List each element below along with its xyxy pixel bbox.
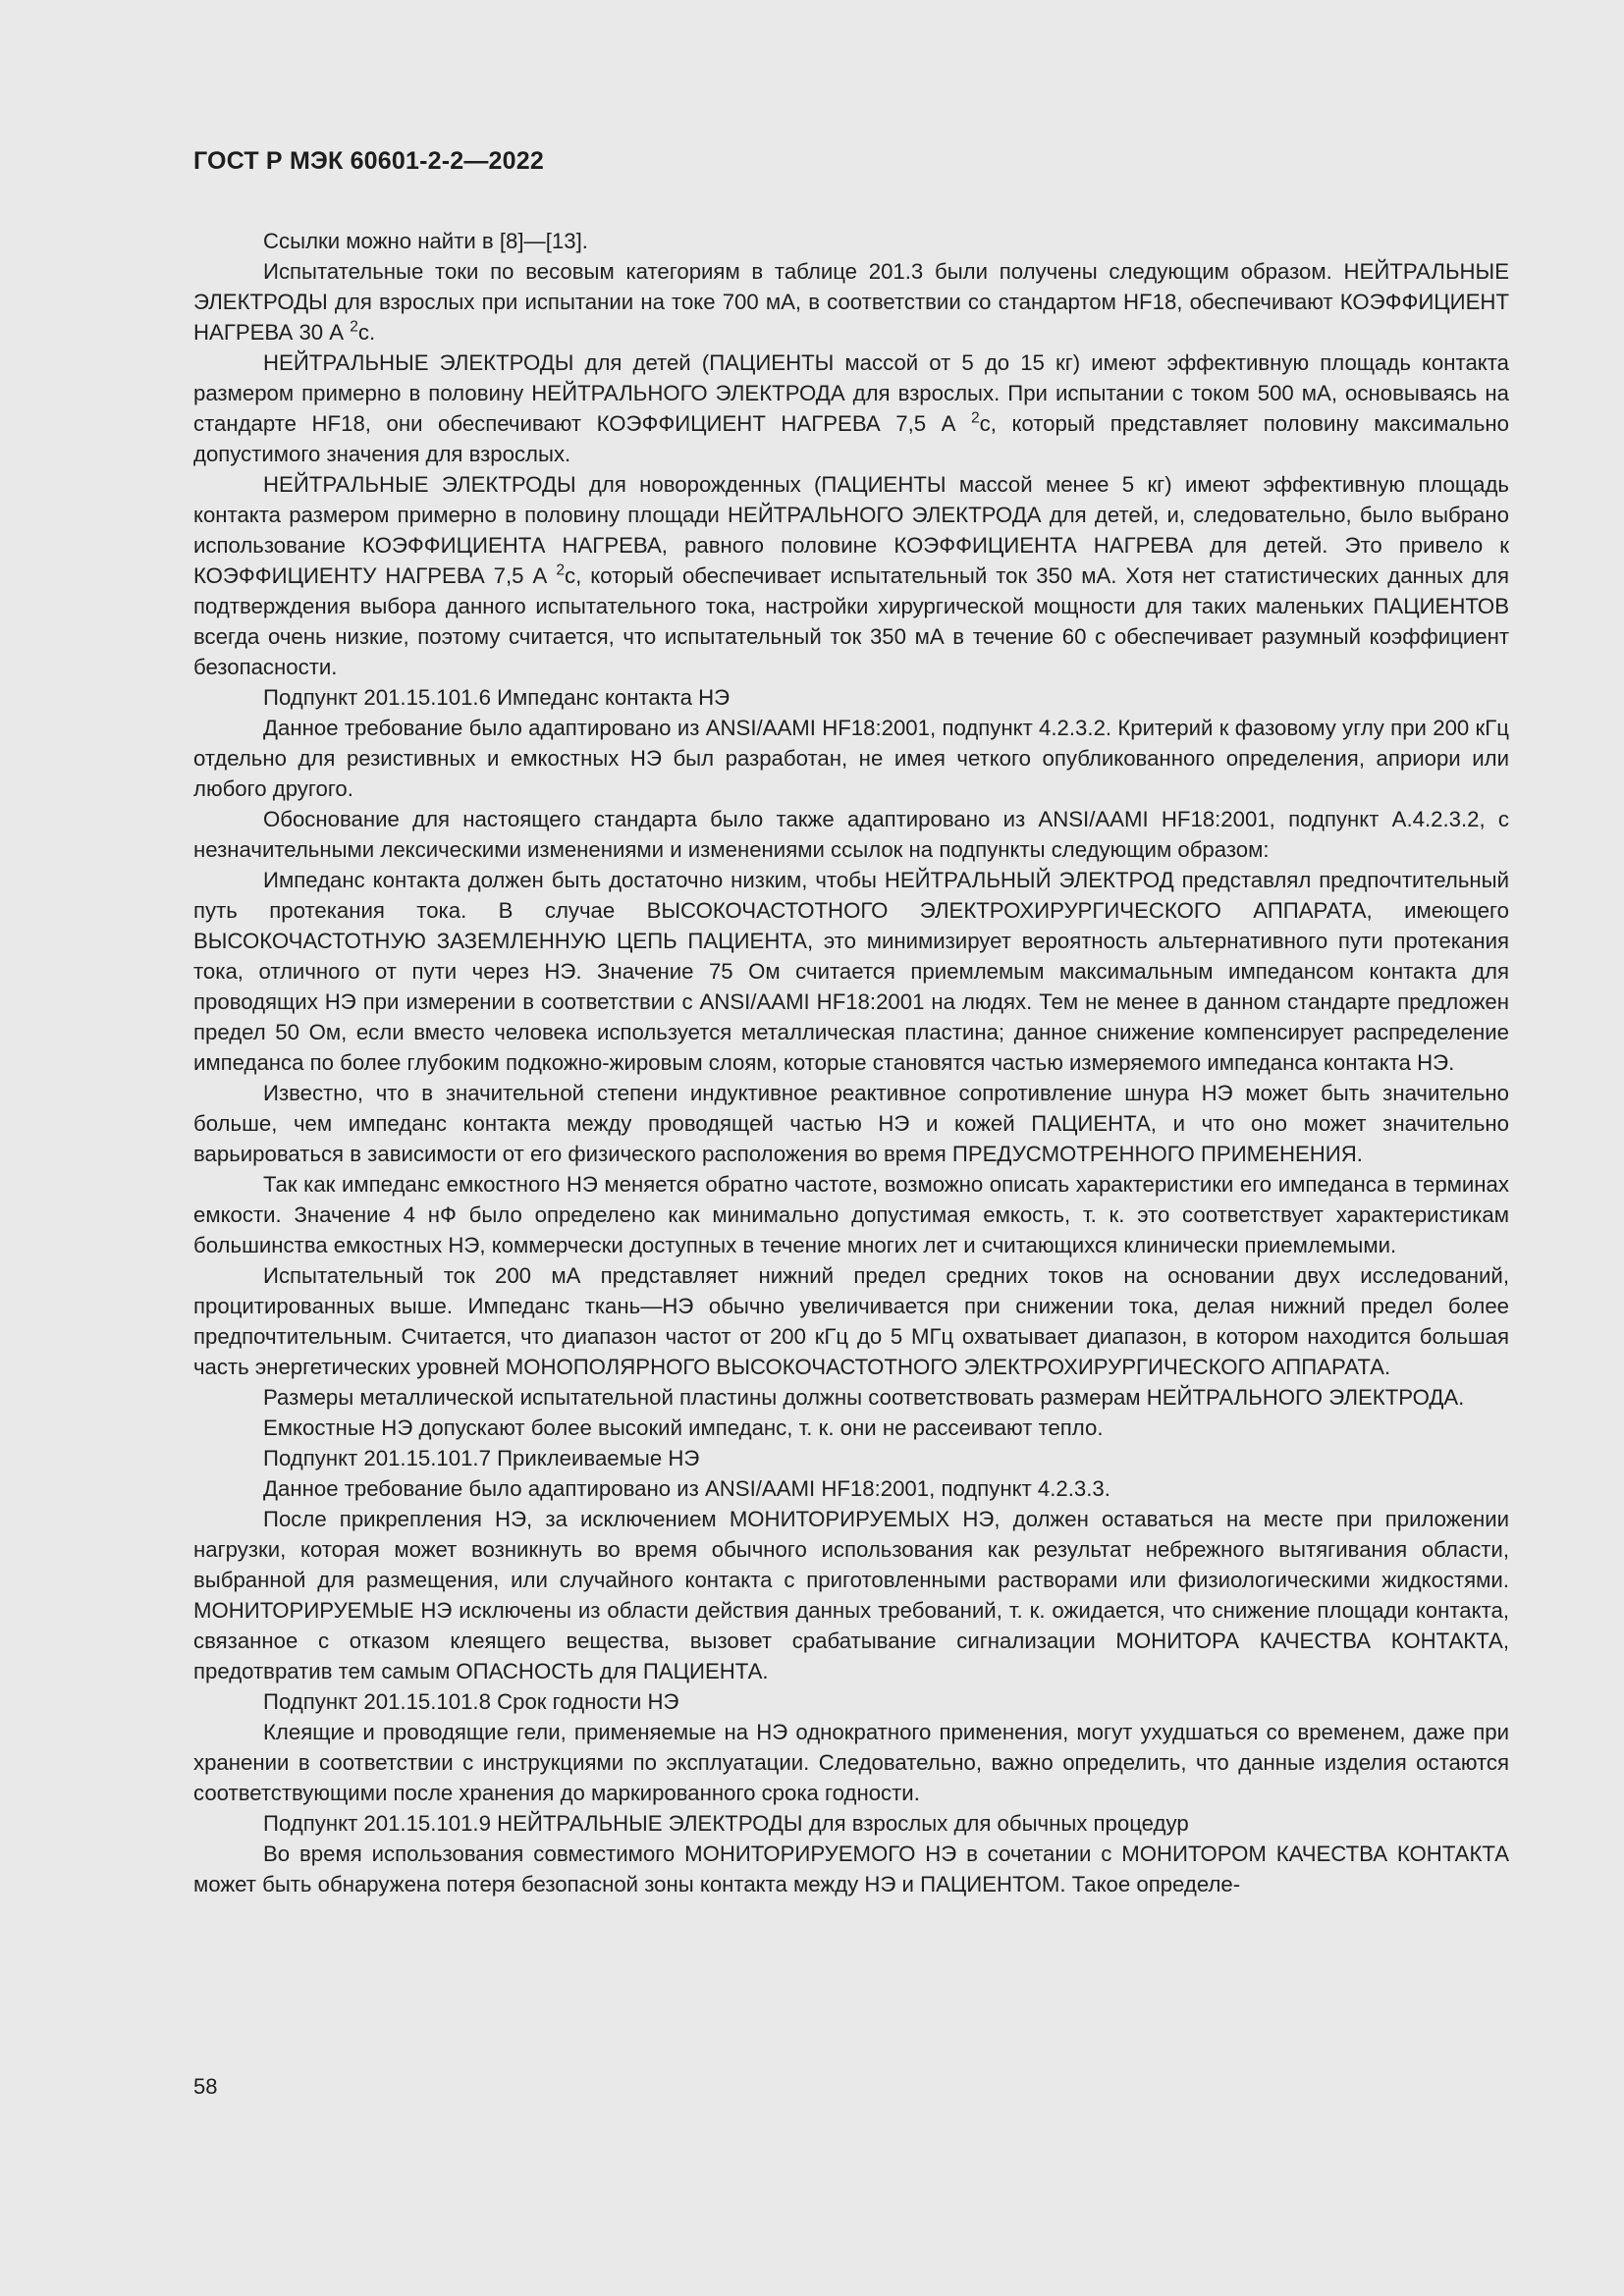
superscript: 2 xyxy=(971,409,980,427)
subclause-heading: Подпункт 201.15.101.9 НЕЙТРАЛЬНЫЕ ЭЛЕКТРОДЫ для взрослых для обычных процедур xyxy=(263,1811,1189,1836)
paragraph: Импеданс контакта должен быть достаточно низким, чтобы НЕЙТРАЛЬНЫЙ ЭЛЕКТРОД представлял предпочтительный путь протекания тока. В случае ВЫСОКОЧАСТОТНОГО ЭЛЕКТРОХИРУРГИЧЕСКОГО АППАРАТА, имеющего ВЫСОКОЧАСТОТНУЮ ЗАЗЕМЛЕННУЮ ЦЕПЬ ПАЦИЕНТА, это минимизирует вероятность альтернативного пути протекания тока, отличного от пути через НЭ. Значение 75 Ом считается приемлемым максимальным импедансом контакта для проводящих НЭ при измерении в соответствии с ANSI/AAMI HF18:2001 на людях. Тем не менее в данном стандарте предложен предел 50 Ом, если вместо человека используется металлическая пластина; данное снижение компенсирует распределение импеданса по более глубоким подкожно-жировым слоям, которые становятся частью измеряемого импеданса контакта НЭ. xyxy=(193,868,1509,1075)
subclause-heading: Подпункт 201.15.101.6 Импеданс контакта НЭ xyxy=(263,685,731,710)
paragraph: Данное требование было адаптировано из ANSI/AAMI HF18:2001, подпункт 4.2.3.2. Критерий к фазовому углу при 200 кГц отдельно для резистивных и емкостных НЭ был разработан, не имея четкого опубликованного определения, априори или любого другого. xyxy=(193,716,1509,801)
paragraph: Ссылки можно найти в [8]—[13]. xyxy=(263,229,588,253)
superscript: 2 xyxy=(350,318,358,336)
paragraph: Известно, что в значительной степени индуктивное реактивное сопротивление шнура НЭ может быть значительно больше, чем импеданс контакта между проводящей частью НЭ и кожей ПАЦИЕНТА, и что оно может значительно варьироваться в зависимости от его физического расположения во время ПРЕДУСМОТРЕННОГО ПРИМЕНЕНИЯ. xyxy=(193,1081,1509,1166)
paragraph: НЕЙТРАЛЬНЫЕ ЭЛЕКТРОДЫ для детей (ПАЦИЕНТЫ массой от 5 до 15 кг) имеют эффективную площадь контакта размером примерно в половину НЕЙТРАЛЬНОГО ЭЛЕКТРОДА для взрослых. При испытании с током 500 мА, основываясь на стандарте HF18, они обеспечивают КОЭФФИЦИЕНТ НАГРЕВА 7,5 А $^2$с, который представляет половину максимально допустимого значения для взрослых. xyxy=(193,350,1509,466)
paragraph: НЕЙТРАЛЬНЫЕ ЭЛЕКТРОДЫ для новорожденных (ПАЦИЕНТЫ массой менее 5 кг) имеют эффективную площадь контакта размером примерно в половину площади НЕЙТРАЛЬНОГО ЭЛЕКТРОДА для детей, и, следовательно, было выбрано использование КОЭФФИЦИЕНТА НАГРЕВА, равного половине КОЭФФИЦИЕНТА НАГРЕВА для детей. Это привело к КОЭФФИЦИЕНТУ НАГРЕВА 7,5 А $^2$с, который обеспечивает испытательный ток 350 мА. Хотя нет статистических данных для подтверждения выбора данного испытательного тока, настройки хирургической мощности для таких маленьких ПАЦИЕНТОВ всегда очень низкие, поэтому считается, что испытательный ток 350 мА в течение 60 с обеспечивает разумный коэффициент безопасности. xyxy=(193,472,1509,679)
paragraph: Во время использования совместимого МОНИТОРИРУЕМОГО НЭ в сочетании с МОНИТОРОМ КАЧЕСТВА КОНТАКТА может быть обнаружена потеря безопасной зоны контакта между НЭ и ПАЦИЕНТОМ. Такое определе- xyxy=(193,1842,1509,1896)
paragraph: Данное требование было адаптировано из ANSI/AAMI HF18:2001, подпункт 4.2.3.3. xyxy=(263,1476,1110,1501)
subclause-heading: Подпункт 201.15.101.8 Срок годности НЭ xyxy=(263,1689,679,1714)
body-text xyxy=(193,226,1509,1899)
document-header: ГОСТ Р МЭК 60601-2-2—2022 xyxy=(193,147,544,175)
page-number: 58 xyxy=(193,2074,218,2099)
paragraph: После прикрепления НЭ, за исключением МОНИТОРИРУЕМЫХ НЭ, должен оставаться на месте при приложении нагрузки, которая может возникнуть во время обычного использования как результат небрежного вытягивания области, выбранной для размещения, или случайного контакта с приготовленными растворами или физиологическими жидкостями. МОНИТОРИРУЕМЫЕ НЭ исключены из области действия данных требований, т. к. ожидается, что снижение площади контакта, связанное с отказом клеящего вещества, вызовет срабатывание сигнализации МОНИТОРА КАЧЕСТВА КОНТАКТА, предотвратив тем самым ОПАСНОСТЬ для ПАЦИЕНТА. xyxy=(193,1507,1509,1683)
paragraph: Так как импеданс емкостного НЭ меняется обратно частоте, возможно описать характеристики его импеданса в терминах емкости. Значение 4 нФ было определено как минимально допустимая емкость, т. к. это соответствует характеристикам большинства емкостных НЭ, коммерчески доступных в течение многих лет и считающихся клинически приемлемыми. xyxy=(193,1172,1509,1257)
paragraph: Испытательный ток 200 мА представляет нижний предел средних токов на основании двух исследований, процитированных выше. Импеданс ткань—НЭ обычно увеличивается при снижении тока, делая нижний предел более предпочтительным. Считается, что диапазон частот от 200 кГц до 5 МГц охватывает диапазон, в котором находится большая часть энергетических уровней МОНОПОЛЯРНОГО ВЫСОКОЧАСТОТНОГО ЭЛЕКТРОХИРУРГИЧЕСКОГО АППАРАТА. xyxy=(193,1263,1509,1379)
paragraph: Емкостные НЭ допускают более высокий импеданс, т. к. они не рассеивают тепло. xyxy=(263,1415,1104,1440)
paragraph: Размеры металлической испытательной пластины должны соответствовать размерам НЕЙТРАЛЬНОГО ЭЛЕКТРОДА. xyxy=(263,1385,1465,1410)
subclause-heading: Подпункт 201.15.101.7 Приклеиваемые НЭ xyxy=(263,1446,700,1470)
paragraph: Обоснование для настоящего стандарта было также адаптировано из ANSI/AAMI HF18:2001, подпункт А.4.2.3.2, с незначительными лексическими изменениями и изменениями ссылок на подпункты следующим образом: xyxy=(193,807,1509,862)
superscript: 2 xyxy=(556,561,565,579)
paragraph: Испытательные токи по весовым категориям в таблице 201.3 были получены следующим образом. НЕЙТРАЛЬНЫЕ ЭЛЕКТРОДЫ для взрослых при испытании на токе 700 мА, в соответствии со стандартом HF18, обеспечивают КОЭФФИЦИЕНТ НАГРЕВА 30 А $^2$с. xyxy=(193,259,1509,345)
paragraph: Клеящие и проводящие гели, применяемые на НЭ однократного применения, могут ухудшаться со временем, даже при хранении в соответствии с инструкциями по эксплуатации. Следовательно, важно определить, что данные изделия остаются соответствующими после хранения до маркированного срока годности. xyxy=(193,1720,1509,1805)
